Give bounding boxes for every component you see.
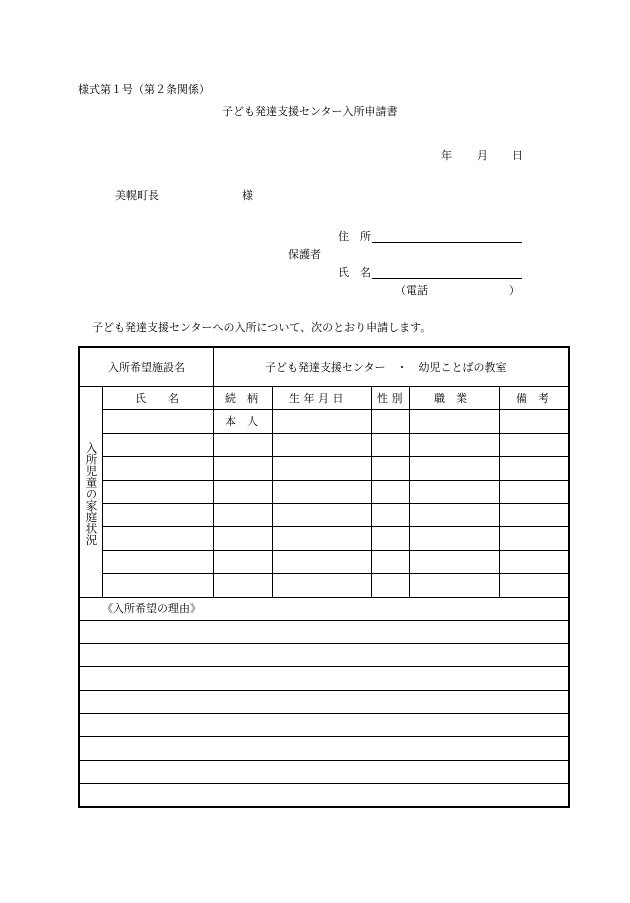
grid-line xyxy=(409,386,410,597)
col-header-remarks: 備 考 xyxy=(516,392,549,405)
first-row-relation: 本 人 xyxy=(225,415,258,428)
date-month-label: 月 xyxy=(477,149,488,162)
grid-line xyxy=(80,620,568,621)
grid-line xyxy=(102,503,568,504)
col-header-relation: 続 柄 xyxy=(225,392,258,405)
facility-label: 入所希望施設名 xyxy=(108,361,185,374)
name-field[interactable] xyxy=(372,267,522,279)
grid-line xyxy=(102,433,568,434)
col-header-name: 氏 名 xyxy=(135,392,179,405)
addressee-name: 美幌町長 xyxy=(115,189,159,202)
intro-text: 子ども発達支援センターへの入所について、次のとおり申請します。 xyxy=(92,321,432,334)
grid-line xyxy=(80,643,568,644)
reason-label: 《入所希望の理由》 xyxy=(102,602,201,615)
facility-value[interactable]: 子ども発達支援センター ・ 幼児ことばの教室 xyxy=(265,361,507,374)
date-year-label: 年 xyxy=(441,149,452,162)
grid-line xyxy=(272,386,273,597)
grid-line xyxy=(80,736,568,737)
grid-line xyxy=(80,760,568,761)
grid-line xyxy=(102,456,568,457)
col-header-gender: 性 別 xyxy=(377,392,403,405)
guardian-label: 保護者 xyxy=(288,248,321,261)
grid-line xyxy=(80,666,568,667)
grid-line xyxy=(80,386,568,387)
grid-line xyxy=(80,690,568,691)
grid-line xyxy=(213,386,214,597)
grid-line xyxy=(499,386,500,597)
family-section-label: 入所児童の家庭状況 xyxy=(84,442,99,546)
grid-line xyxy=(102,526,568,527)
addressee-honorific: 様 xyxy=(242,189,253,202)
form-number: 様式第１号（第２条関係） xyxy=(78,83,210,96)
phone-open-label: （電話 xyxy=(395,284,428,297)
grid-line xyxy=(102,409,568,410)
grid-line xyxy=(80,597,568,598)
date-day-label: 日 xyxy=(512,149,523,162)
grid-line xyxy=(80,783,568,784)
col-header-occupation: 職 業 xyxy=(434,392,467,405)
grid-line xyxy=(371,386,372,597)
grid-line xyxy=(102,550,568,551)
grid-line xyxy=(102,573,568,574)
phone-close-label: ） xyxy=(509,284,520,297)
address-label: 住 所 xyxy=(338,230,371,243)
grid-line xyxy=(80,713,568,714)
grid-line xyxy=(102,386,103,597)
form-title: 子ども発達支援センター入所申請書 xyxy=(222,105,398,118)
name-label: 氏 名 xyxy=(338,266,371,279)
phone-field[interactable] xyxy=(430,283,505,295)
grid-line xyxy=(213,348,214,386)
grid-line xyxy=(102,480,568,481)
application-table xyxy=(78,346,570,808)
col-header-birthdate: 生 年 月 日 xyxy=(289,392,344,405)
address-field[interactable] xyxy=(372,231,522,243)
